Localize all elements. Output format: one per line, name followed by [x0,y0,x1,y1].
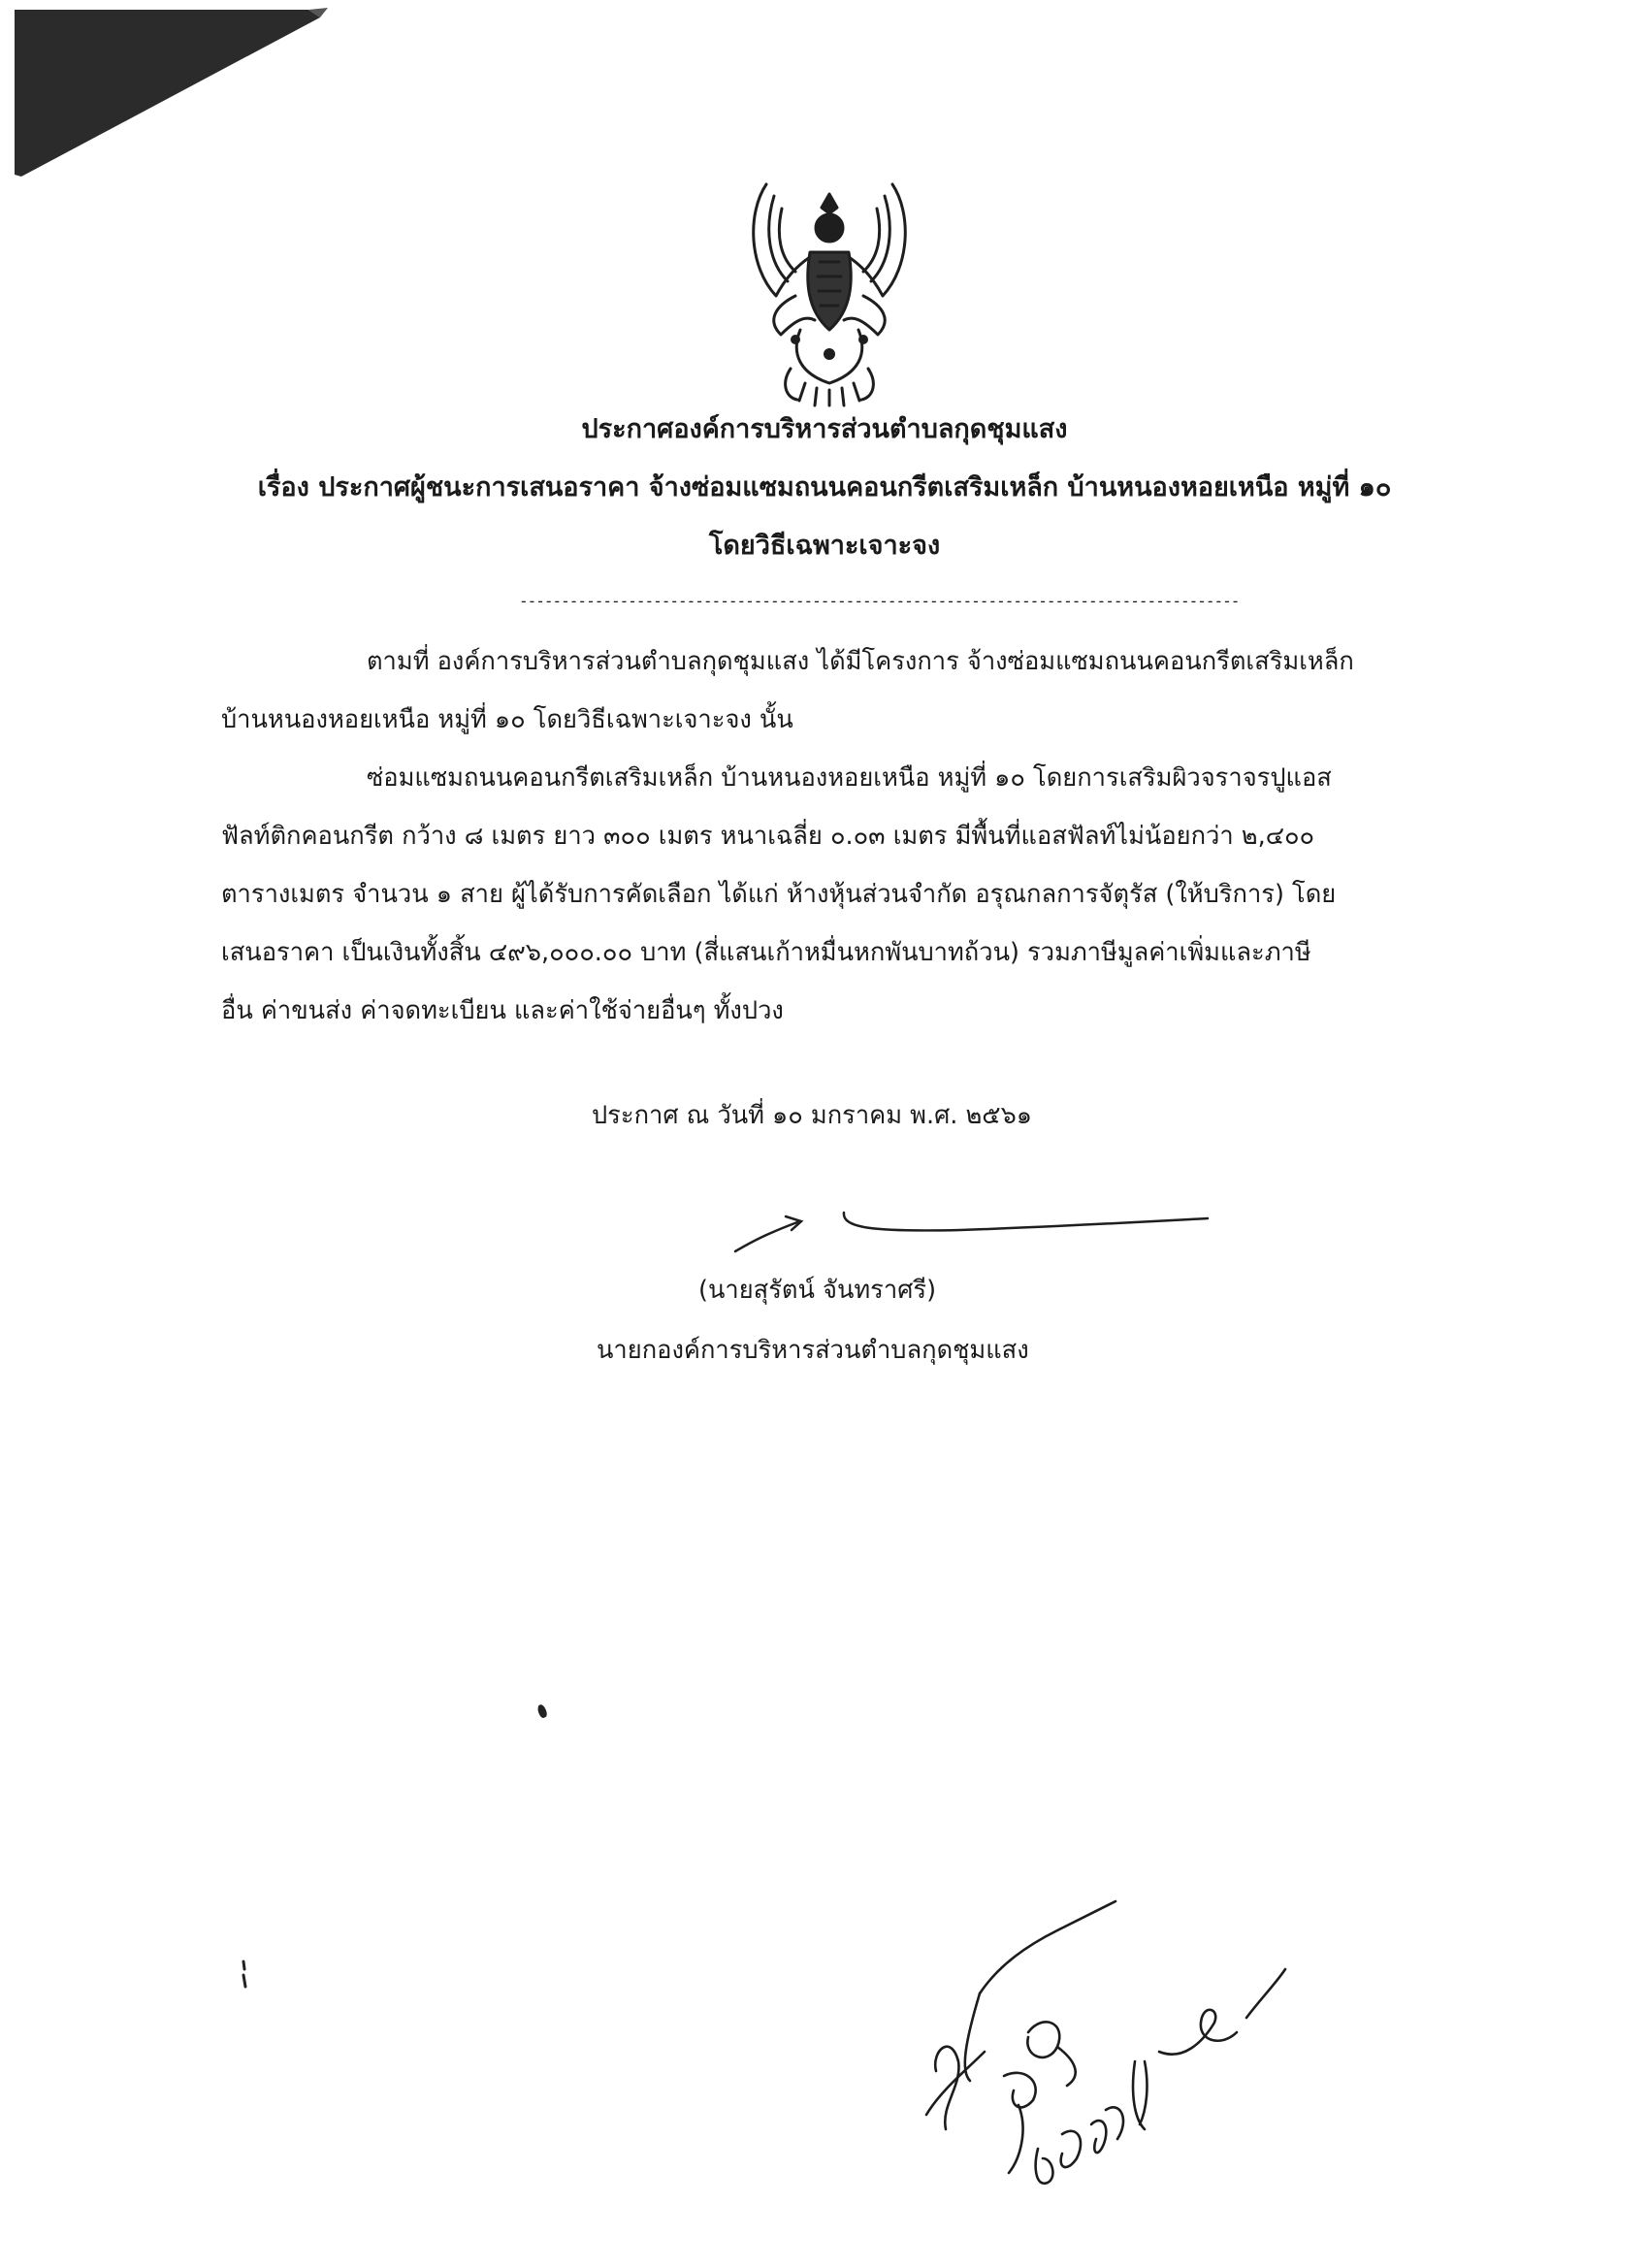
garuda-emblem-icon [737,175,922,407]
announcement-subject: เรื่อง ประกาศผู้ชนะการเสนอราคา จ้างซ่อมแซมถนนคอนกรีตเสริมเหล็ก บ้านหนองหอยเหนือ หมู่ที่ ๑๐ [257,472,1392,502]
paragraph-2-line-5: อื่น ค่าขนส่ง ค่าจดทะเบียน และค่าใช้จ่ายอื่นๆ ทั้งปวง [221,996,784,1025]
handwritten-initials-and-date [912,1877,1397,2265]
paragraph-1-line-2: บ้านหนองหอยเหนือ หมู่ที่ ๑๐ โดยวิธีเฉพาะเจาะจง นั้น [221,705,793,734]
signatory-title: นายกองค์การบริหารส่วนตำบลกุดชุมแสง [597,1336,1029,1365]
paragraph-2-line-1: ซ่อมแซมถนนคอนกรีตเสริมเหล็ก บ้านหนองหอยเหนือ หมู่ที่ ๑๐ โดยการเสริมผิวจราจรปูแอส [367,763,1332,793]
margin-tick-mark [241,1960,248,1989]
scan-corner-shadow [0,0,330,184]
announcement-title: ประกาศองค์การบริหารส่วนตำบลกุดชุมแสง [581,414,1068,444]
signature-mark [728,1203,1212,1261]
paragraph-1-line-1: ตามที่ องค์การบริหารส่วนตำบลกุดชุมแสง ได้มีโครงการ จ้างซ่อมแซมถนนคอนกรีตเสริมเหล็ก [367,647,1354,676]
separator-line: -------------------------------------------------------------------------------------- [519,592,1240,610]
paragraph-2-line-2: ฟัลท์ติกคอนกรีต กว้าง ๘ เมตร ยาว ๓๐๐ เมตร หนาเฉลี่ย ๐.๐๓ เมตร มีพื้นที่แอสฟัลท์ไม่น้อยกว่า ๒,๔๐๐ [221,822,1315,851]
paragraph-2-line-4: เสนอราคา เป็นเงินทั้งสิ้น ๔๙๖,๐๐๐.๐๐ บาท (สี่แสนเก้าหมื่นหกพันบาทถ้วน) รวมภาษีมูลค่าเพิ่มและภาษี [221,938,1311,967]
announcement-method: โดยวิธีเฉพาะเจาะจง [708,531,941,561]
signatory-name: (นายสุรัตน์ จันทราศรี) [698,1276,937,1305]
ink-speck [536,1703,548,1719]
paragraph-2-line-3: ตารางเมตร จำนวน ๑ สาย ผู้ได้รับการคัดเลือก ได้แก่ ห้างหุ้นส่วนจำกัด อรุณกลการจัตุรัส (ให้บริการ) โดย [221,880,1337,909]
announcement-date: ประกาศ ณ วันที่ ๑๐ มกราคม พ.ศ. ๒๕๖๑ [592,1101,1032,1130]
